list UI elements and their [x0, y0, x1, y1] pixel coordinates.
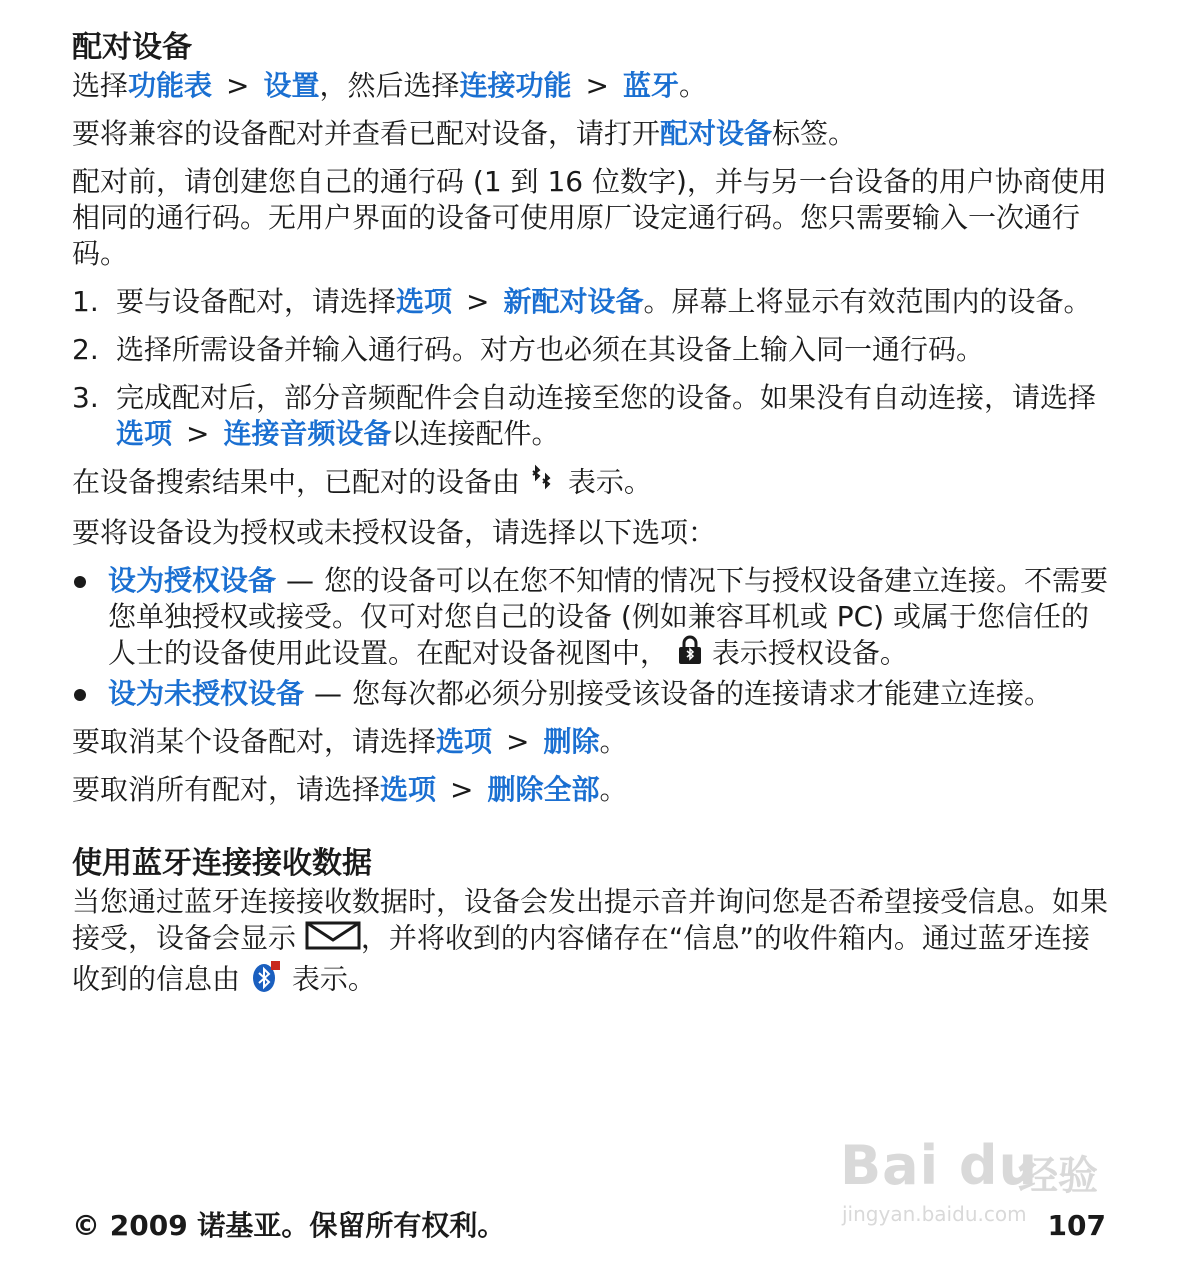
envelope-icon	[305, 920, 361, 959]
page-number: 107	[1047, 1209, 1106, 1242]
list-item	[72, 332, 1112, 368]
new-paired-device-link: 新配对设备	[503, 285, 644, 318]
text: 在设备搜索结果中，已配对的设备由	[72, 465, 521, 499]
bullet	[74, 576, 86, 588]
text: 要取消某个设备配对，请选择	[72, 725, 437, 758]
list-item	[72, 676, 1112, 712]
bullet	[74, 689, 86, 701]
text: 您每次都必须分别接受该设备的连接请求才能建立连接。	[352, 677, 1053, 710]
bluetooth-message-icon	[249, 959, 283, 1002]
list-item	[72, 563, 1112, 674]
options-link: 选项	[396, 285, 453, 318]
watermark-cn: 经验	[1018, 1153, 1098, 1199]
step-number: 3.	[72, 381, 99, 414]
text: 完成配对后，部分音频配件会自动连接至您的设备。如果没有自动连接，请选择	[116, 381, 1097, 414]
separator: >	[186, 417, 210, 450]
section-title: 使用蓝牙连接接收数据	[72, 846, 372, 881]
bluetooth-link: 蓝牙	[623, 69, 680, 102]
paired-devices-link: 配对设备	[660, 117, 773, 150]
separator: >	[585, 69, 610, 102]
list-item	[72, 284, 1112, 320]
receive-data-section	[72, 844, 1112, 1002]
menu-link: 功能表	[128, 69, 213, 102]
text: 要将兼容的设备配对并查看已配对设备，请打开	[72, 117, 661, 150]
options-link: 选项	[116, 417, 173, 450]
paired-bluetooth-icon	[529, 464, 559, 503]
dash: —	[286, 564, 315, 597]
paragraph: 要将设备设为授权或未授权设备，请选择以下选项：	[72, 516, 717, 549]
text: 当您通过蓝牙连接接收数据时，设备会发出提示音并询问您是否希望接受信息。如果接受，设备会显示	[72, 885, 1109, 955]
paragraph	[72, 724, 1112, 760]
set-unauthorized-link: 设为未授权设备	[108, 677, 305, 710]
separator: >	[466, 285, 490, 318]
text: 标签。	[772, 117, 857, 150]
paragraph	[72, 116, 1112, 152]
text: 。	[679, 69, 708, 102]
paragraph: 配对前，请创建您自己的通行码 (1 到 16 位数字)，并与另一台设备的用户协商使用相同的通行码。无用户界面的设备可使用原厂设定通行码。您只需要输入一次通行码。	[72, 165, 1107, 270]
lock-icon	[677, 635, 703, 674]
connect-audio-device-link: 连接音频设备	[223, 417, 392, 450]
text: 表示。	[291, 962, 376, 996]
options-link: 选项	[436, 725, 493, 758]
step-number: 2.	[72, 333, 99, 366]
options-list	[72, 563, 1112, 712]
watermark-url: jingyan.baidu.com	[842, 1202, 1027, 1226]
nav-path-paragraph	[72, 68, 1112, 104]
text: 要与设备配对，请选择	[116, 285, 397, 318]
list-item	[72, 380, 1112, 452]
copyright: © 2009 诺基亚。保留所有权利。	[72, 1209, 506, 1242]
separator: >	[450, 773, 474, 806]
options-link: 选项	[380, 773, 437, 806]
footer	[72, 1208, 1112, 1244]
delete-all-link: 删除全部	[487, 773, 600, 806]
text: 。屏幕上将显示有效范围内的设备。	[643, 285, 1092, 318]
text: 您的设备可以在您不知情的情况下与授权设备建立连接。不需要您单独授权或接受。仅可对您自己的设备 (例如兼容耳机或 PC) 或属于您信任的人士的设备使用此设置。在配对设备视图中，	[108, 564, 1109, 670]
step-number: 1.	[72, 285, 99, 318]
text: ，然后选择	[319, 69, 460, 102]
text: 选择所需设备并输入通行码。对方也必须在其设备上输入同一通行码。	[116, 333, 985, 366]
dash: —	[314, 677, 343, 710]
separator: >	[506, 725, 530, 758]
separator: >	[226, 69, 250, 102]
text: 表示。	[567, 465, 652, 499]
document-page	[72, 28, 1112, 1002]
text: 。	[599, 725, 628, 758]
connectivity-link: 连接功能	[459, 69, 572, 102]
paragraph	[72, 772, 1112, 808]
text: 以连接配件。	[391, 417, 560, 450]
text: 要取消所有配对，请选择	[72, 773, 381, 806]
paragraph	[72, 884, 1112, 1002]
text: ，并将收到的内容储存在“信息”的收件箱内。通过蓝牙连接收到的信息由	[72, 921, 1090, 996]
watermark-brand: Bai du	[840, 1134, 1039, 1197]
paragraph	[72, 464, 1112, 503]
text: 。	[599, 773, 628, 806]
steps-list	[72, 284, 1112, 452]
settings-link: 设置	[263, 69, 320, 102]
section-title: 配对设备	[72, 30, 192, 65]
text: 表示授权设备。	[711, 636, 908, 670]
text: 选择	[72, 69, 129, 102]
set-authorized-link: 设为授权设备	[108, 564, 277, 597]
delete-link: 删除	[543, 725, 600, 758]
